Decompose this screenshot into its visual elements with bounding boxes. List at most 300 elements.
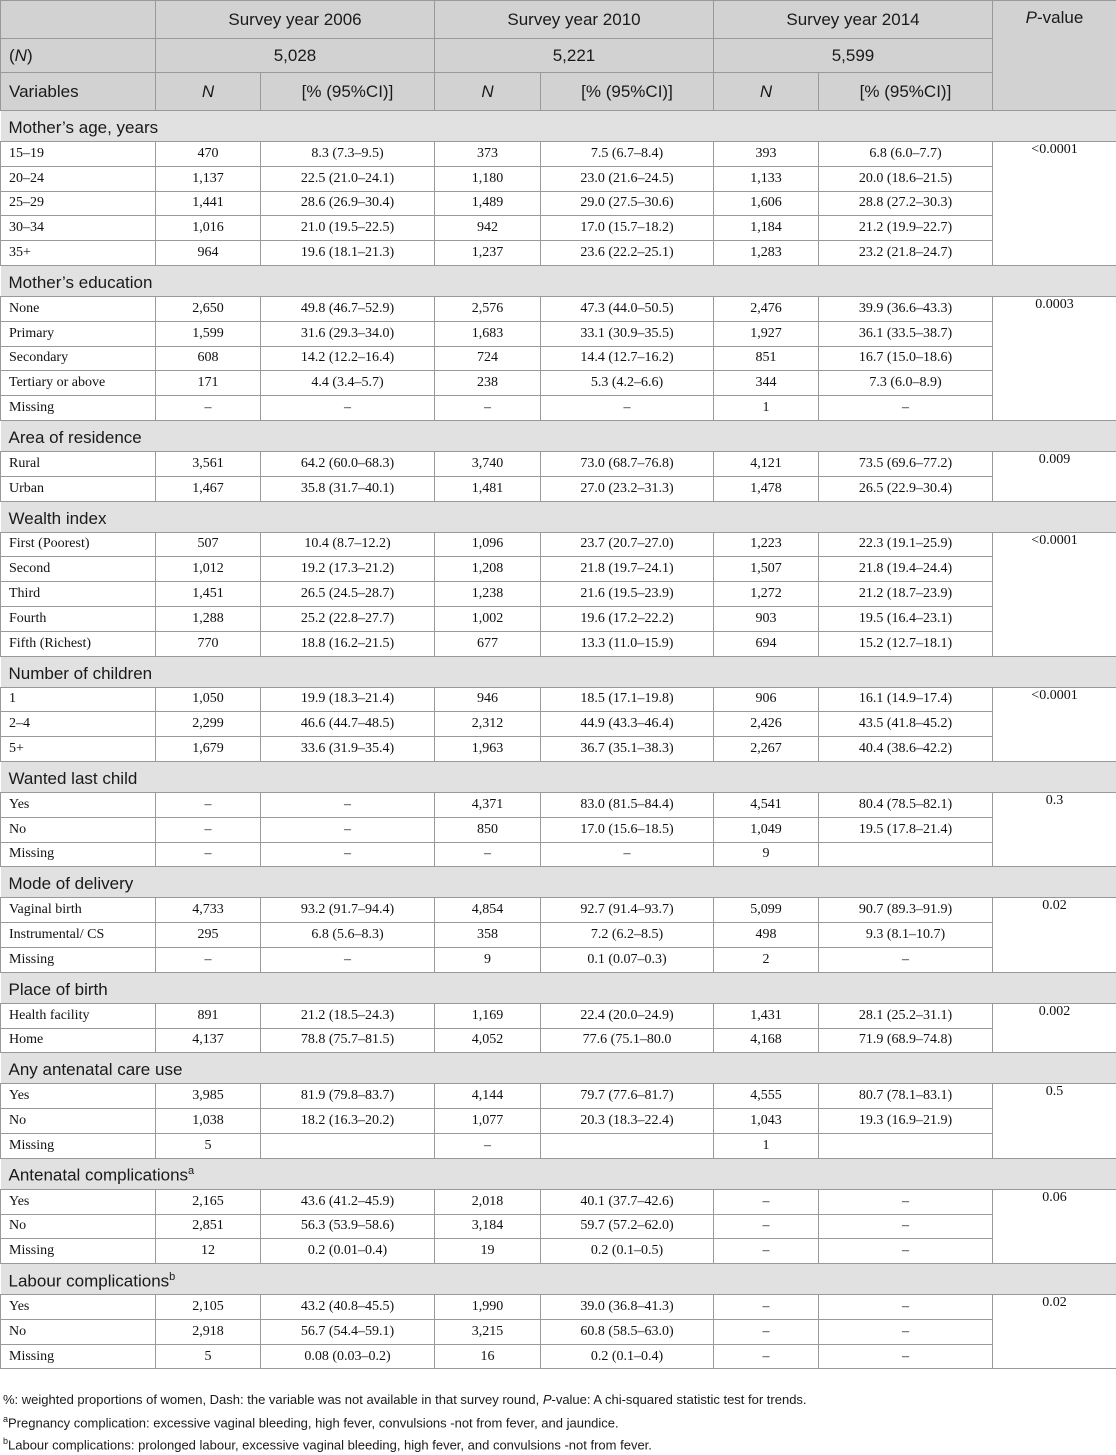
cell-count: 4,137	[156, 1028, 261, 1053]
cell-percent-ci: 17.0 (15.7–18.2)	[541, 216, 714, 241]
cell-percent-ci: 7.3 (6.0–8.9)	[819, 371, 993, 396]
table-row	[1, 737, 1116, 762]
cell-percent-ci: 92.7 (91.4–93.7)	[541, 898, 714, 923]
cell-count: 4,052	[435, 1028, 541, 1053]
header-pvalue: P-value	[993, 1, 1116, 111]
cell-percent-ci: 36.7 (35.1–38.3)	[541, 737, 714, 762]
row-label: 30–34	[1, 216, 156, 241]
cell-count: 1,043	[714, 1109, 819, 1134]
cell-percent-ci: 73.0 (68.7–76.8)	[541, 451, 714, 476]
header-total-2014: 5,599	[714, 39, 993, 73]
cell-percent-ci: 21.0 (19.5–22.5)	[261, 216, 435, 241]
section-title-number-of-children: Number of children	[1, 656, 1116, 687]
cell-count: 1,507	[714, 557, 819, 582]
table-row	[1, 631, 1116, 656]
row-label: Vaginal birth	[1, 898, 156, 923]
cell-count: 903	[714, 606, 819, 631]
header-col-n: N	[435, 73, 541, 111]
cell-count: –	[156, 792, 261, 817]
cell-percent-ci: 21.8 (19.7–24.1)	[541, 557, 714, 582]
section-row	[1, 867, 1116, 898]
cell-count: 393	[714, 142, 819, 167]
cell-count: 2,918	[156, 1319, 261, 1344]
cell-percent-ci: 83.0 (81.5–84.4)	[541, 792, 714, 817]
cell-count: 373	[435, 142, 541, 167]
table-row	[1, 476, 1116, 501]
row-label: Rural	[1, 451, 156, 476]
cell-count: –	[435, 396, 541, 421]
section-row	[1, 265, 1116, 296]
table-row	[1, 191, 1116, 216]
section-row	[1, 972, 1116, 1003]
pvalue-cell: 0.3	[993, 792, 1116, 866]
cell-percent-ci: 7.5 (6.7–8.4)	[541, 142, 714, 167]
cell-count: 238	[435, 371, 541, 396]
cell-percent-ci: 43.5 (41.8–45.2)	[819, 712, 993, 737]
row-label: 20–24	[1, 166, 156, 191]
cell-percent-ci: 0.2 (0.1–0.4)	[541, 1344, 714, 1369]
cell-percent-ci	[819, 842, 993, 867]
header-col-pct: [% (95%CI)]	[261, 73, 435, 111]
row-label: No	[1, 817, 156, 842]
header-corner	[1, 1, 156, 39]
table-row	[1, 1109, 1116, 1134]
row-label: Missing	[1, 1133, 156, 1158]
cell-count: –	[156, 947, 261, 972]
section-row	[1, 1264, 1116, 1295]
cell-percent-ci: 28.8 (27.2–30.3)	[819, 191, 993, 216]
cell-percent-ci: 39.0 (36.8–41.3)	[541, 1295, 714, 1320]
cell-count: –	[156, 396, 261, 421]
cell-percent-ci: 21.2 (18.5–24.3)	[261, 1003, 435, 1028]
header-total-2010: 5,221	[435, 39, 714, 73]
table-row	[1, 923, 1116, 948]
row-label: Missing	[1, 1344, 156, 1369]
header-col-pct: [% (95%CI)]	[819, 73, 993, 111]
pvalue-cell: 0.06	[993, 1189, 1116, 1263]
cell-count: 1,077	[435, 1109, 541, 1134]
cell-count: 4,555	[714, 1084, 819, 1109]
row-label: 25–29	[1, 191, 156, 216]
cell-percent-ci: –	[541, 396, 714, 421]
cell-percent-ci: 19.5 (17.8–21.4)	[819, 817, 993, 842]
table-row	[1, 947, 1116, 972]
cell-count: 770	[156, 631, 261, 656]
cell-percent-ci: 7.2 (6.2–8.5)	[541, 923, 714, 948]
cell-count: 1	[714, 396, 819, 421]
table-row	[1, 582, 1116, 607]
header-total-2006: 5,028	[156, 39, 435, 73]
cell-count: 1,927	[714, 321, 819, 346]
row-label: Tertiary or above	[1, 371, 156, 396]
table-body	[1, 111, 1116, 1369]
cell-count: –	[435, 1133, 541, 1158]
cell-percent-ci: 77.6 (75.1–80.0	[541, 1028, 714, 1053]
cell-count: –	[714, 1189, 819, 1214]
cell-percent-ci	[261, 1133, 435, 1158]
cell-count: 2,650	[156, 296, 261, 321]
cell-count: 1,283	[714, 241, 819, 266]
row-label: Yes	[1, 1189, 156, 1214]
table-row	[1, 451, 1116, 476]
cell-percent-ci: 90.7 (89.3–91.9)	[819, 898, 993, 923]
cell-count: 16	[435, 1344, 541, 1369]
row-label: 5+	[1, 737, 156, 762]
cell-percent-ci: 14.2 (12.2–16.4)	[261, 346, 435, 371]
cell-count: 1,963	[435, 737, 541, 762]
cell-percent-ci: 23.7 (20.7–27.0)	[541, 532, 714, 557]
header-col-n: N	[714, 73, 819, 111]
table-row	[1, 1028, 1116, 1053]
section-title-mode-of-delivery: Mode of delivery	[1, 867, 1116, 898]
cell-percent-ci: 56.3 (53.9–58.6)	[261, 1214, 435, 1239]
pvalue-cell: 0.002	[993, 1003, 1116, 1053]
cell-percent-ci: 0.2 (0.1–0.5)	[541, 1239, 714, 1264]
cell-percent-ci: 19.2 (17.3–21.2)	[261, 557, 435, 582]
table-row	[1, 1189, 1116, 1214]
cell-percent-ci: 80.7 (78.1–83.1)	[819, 1084, 993, 1109]
cell-count: –	[714, 1214, 819, 1239]
table-row	[1, 1239, 1116, 1264]
cell-percent-ci: 19.3 (16.9–21.9)	[819, 1109, 993, 1134]
section-row	[1, 501, 1116, 532]
cell-percent-ci: 19.9 (18.3–21.4)	[261, 687, 435, 712]
cell-percent-ci: 46.6 (44.7–48.5)	[261, 712, 435, 737]
cell-count: 1,489	[435, 191, 541, 216]
pvalue-cell: <0.0001	[993, 687, 1116, 761]
cell-count: 1,679	[156, 737, 261, 762]
row-label: Missing	[1, 842, 156, 867]
table-row	[1, 142, 1116, 167]
row-label: Fifth (Richest)	[1, 631, 156, 656]
table-row	[1, 606, 1116, 631]
cell-percent-ci: 18.5 (17.1–19.8)	[541, 687, 714, 712]
table-row	[1, 396, 1116, 421]
cell-count: 470	[156, 142, 261, 167]
cell-count: 1,272	[714, 582, 819, 607]
table-row	[1, 898, 1116, 923]
row-label: Missing	[1, 947, 156, 972]
cell-percent-ci: –	[819, 1214, 993, 1239]
row-label: None	[1, 296, 156, 321]
cell-count: 344	[714, 371, 819, 396]
cell-percent-ci: 43.2 (40.8–45.5)	[261, 1295, 435, 1320]
cell-percent-ci: 56.7 (54.4–59.1)	[261, 1319, 435, 1344]
cell-percent-ci: 13.3 (11.0–15.9)	[541, 631, 714, 656]
row-label: 35+	[1, 241, 156, 266]
cell-percent-ci: 21.2 (18.7–23.9)	[819, 582, 993, 607]
cell-percent-ci: 8.3 (7.3–9.5)	[261, 142, 435, 167]
cell-percent-ci: 23.0 (21.6–24.5)	[541, 166, 714, 191]
cell-count: 2,312	[435, 712, 541, 737]
cell-percent-ci: 22.3 (19.1–25.9)	[819, 532, 993, 557]
cell-count: 9	[435, 947, 541, 972]
table-row	[1, 216, 1116, 241]
cell-count: 608	[156, 346, 261, 371]
cell-percent-ci: 40.1 (37.7–42.6)	[541, 1189, 714, 1214]
cell-count: 2,267	[714, 737, 819, 762]
header-row-columns	[1, 73, 1116, 111]
cell-percent-ci: 9.3 (8.1–10.7)	[819, 923, 993, 948]
cell-count: 3,740	[435, 451, 541, 476]
header-survey-2014: Survey year 2014	[714, 1, 993, 39]
cell-count: 3,215	[435, 1319, 541, 1344]
cell-percent-ci: –	[819, 1295, 993, 1320]
cell-percent-ci: 26.5 (22.9–30.4)	[819, 476, 993, 501]
cell-count: 1,096	[435, 532, 541, 557]
cell-percent-ci: 6.8 (5.6–8.3)	[261, 923, 435, 948]
cell-count: –	[714, 1319, 819, 1344]
cell-count: 5	[156, 1133, 261, 1158]
cell-count: 1,049	[714, 817, 819, 842]
cell-count: 2,165	[156, 1189, 261, 1214]
row-label: No	[1, 1214, 156, 1239]
row-label: First (Poorest)	[1, 532, 156, 557]
row-label: Home	[1, 1028, 156, 1053]
table-row	[1, 1214, 1116, 1239]
row-label: No	[1, 1109, 156, 1134]
cell-count: 4,121	[714, 451, 819, 476]
cell-count: 1,184	[714, 216, 819, 241]
table-row	[1, 1133, 1116, 1158]
row-label: Third	[1, 582, 156, 607]
cell-percent-ci: –	[819, 1344, 993, 1369]
cell-count: 4,168	[714, 1028, 819, 1053]
section-title-mother-s-age-years: Mother’s age, years	[1, 111, 1116, 142]
cell-count: 4,371	[435, 792, 541, 817]
cell-percent-ci: 64.2 (60.0–68.3)	[261, 451, 435, 476]
cell-count: 942	[435, 216, 541, 241]
row-label: Missing	[1, 1239, 156, 1264]
cell-percent-ci: 18.8 (16.2–21.5)	[261, 631, 435, 656]
cell-percent-ci	[819, 1133, 993, 1158]
section-title-place-of-birth: Place of birth	[1, 972, 1116, 1003]
cell-count: 4,541	[714, 792, 819, 817]
section-title-wealth-index: Wealth index	[1, 501, 1116, 532]
row-label: No	[1, 1319, 156, 1344]
header-col-n: N	[156, 73, 261, 111]
cell-percent-ci: 43.6 (41.2–45.9)	[261, 1189, 435, 1214]
table-row	[1, 321, 1116, 346]
cell-count: 1,683	[435, 321, 541, 346]
cell-percent-ci: 33.1 (30.9–35.5)	[541, 321, 714, 346]
cell-percent-ci: 6.8 (6.0–7.7)	[819, 142, 993, 167]
cell-count: 2,426	[714, 712, 819, 737]
table-row	[1, 817, 1116, 842]
cell-percent-ci: 20.0 (18.6–21.5)	[819, 166, 993, 191]
cell-percent-ci: 23.6 (22.2–25.1)	[541, 241, 714, 266]
table-row	[1, 1295, 1116, 1320]
cell-percent-ci: 81.9 (79.8–83.7)	[261, 1084, 435, 1109]
cell-percent-ci: 22.4 (20.0–24.9)	[541, 1003, 714, 1028]
cell-count: 1,016	[156, 216, 261, 241]
cell-count: –	[156, 817, 261, 842]
table-row	[1, 1084, 1116, 1109]
cell-percent-ci: 23.2 (21.8–24.7)	[819, 241, 993, 266]
section-title-mother-s-education: Mother’s education	[1, 265, 1116, 296]
cell-count: 2,476	[714, 296, 819, 321]
cell-count: 4,854	[435, 898, 541, 923]
footnote-legend: %: weighted proportions of women, Dash: the variable was not available in that survey round, P-value: A chi-squared statistic test for trends.	[3, 1390, 1113, 1410]
cell-count: –	[156, 842, 261, 867]
cell-count: 1,180	[435, 166, 541, 191]
cell-count: –	[714, 1295, 819, 1320]
cell-count: 1,038	[156, 1109, 261, 1134]
row-label: Second	[1, 557, 156, 582]
row-label: 2–4	[1, 712, 156, 737]
cell-percent-ci	[541, 1133, 714, 1158]
cell-percent-ci: 18.2 (16.3–20.2)	[261, 1109, 435, 1134]
cell-percent-ci: 44.9 (43.3–46.4)	[541, 712, 714, 737]
cell-count: 1,133	[714, 166, 819, 191]
pvalue-cell: <0.0001	[993, 142, 1116, 266]
cell-percent-ci: 60.8 (58.5–63.0)	[541, 1319, 714, 1344]
cell-count: 1,208	[435, 557, 541, 582]
cell-percent-ci: 71.9 (68.9–74.8)	[819, 1028, 993, 1053]
table-row	[1, 371, 1116, 396]
cell-percent-ci: 47.3 (44.0–50.5)	[541, 296, 714, 321]
footnotes	[3, 1390, 1113, 1455]
cell-percent-ci: –	[819, 947, 993, 972]
table-row	[1, 842, 1116, 867]
cell-percent-ci: 22.5 (21.0–24.1)	[261, 166, 435, 191]
section-title-labour-complications: Labour complications$^b$	[1, 1264, 1116, 1295]
pvalue-cell: 0.5	[993, 1084, 1116, 1158]
pvalue-cell: 0.0003	[993, 296, 1116, 420]
cell-count: 1,478	[714, 476, 819, 501]
cell-percent-ci: –	[819, 1319, 993, 1344]
cell-count: 1,441	[156, 191, 261, 216]
cell-count: 724	[435, 346, 541, 371]
table-row	[1, 687, 1116, 712]
cell-count: 2,851	[156, 1214, 261, 1239]
cell-count: 1,467	[156, 476, 261, 501]
header-col-pct: [% (95%CI)]	[541, 73, 714, 111]
cell-count: 1,481	[435, 476, 541, 501]
section-row	[1, 1158, 1116, 1189]
row-label: Instrumental/ CS	[1, 923, 156, 948]
row-label: Missing	[1, 396, 156, 421]
table-row	[1, 1003, 1116, 1028]
header-survey-2010: Survey year 2010	[435, 1, 714, 39]
table-row	[1, 241, 1116, 266]
table-row	[1, 1344, 1116, 1369]
cell-count: 3,985	[156, 1084, 261, 1109]
cell-percent-ci: 28.1 (25.2–31.1)	[819, 1003, 993, 1028]
cell-count: 2,018	[435, 1189, 541, 1214]
cell-count: 1,288	[156, 606, 261, 631]
cell-count: 3,184	[435, 1214, 541, 1239]
cell-count: 1,606	[714, 191, 819, 216]
table-row	[1, 346, 1116, 371]
cell-count: 1,599	[156, 321, 261, 346]
cell-percent-ci: 36.1 (33.5–38.7)	[819, 321, 993, 346]
cell-percent-ci: 59.7 (57.2–62.0)	[541, 1214, 714, 1239]
cell-percent-ci: 10.4 (8.7–12.2)	[261, 532, 435, 557]
pvalue-cell: 0.02	[993, 898, 1116, 972]
cell-percent-ci: 21.6 (19.5–23.9)	[541, 582, 714, 607]
section-row	[1, 1053, 1116, 1084]
cell-percent-ci: 21.8 (19.4–24.4)	[819, 557, 993, 582]
cell-percent-ci: –	[261, 817, 435, 842]
cell-percent-ci: 0.08 (0.03–0.2)	[261, 1344, 435, 1369]
cell-percent-ci: –	[261, 396, 435, 421]
cell-percent-ci: –	[819, 396, 993, 421]
cell-percent-ci: 15.2 (12.7–18.1)	[819, 631, 993, 656]
cell-count: 1,050	[156, 687, 261, 712]
cell-percent-ci: 16.1 (14.9–17.4)	[819, 687, 993, 712]
cell-percent-ci: 35.8 (31.7–40.1)	[261, 476, 435, 501]
cell-count: 1,238	[435, 582, 541, 607]
table-row	[1, 712, 1116, 737]
cell-percent-ci: 78.8 (75.7–81.5)	[261, 1028, 435, 1053]
cell-percent-ci: 27.0 (23.2–31.3)	[541, 476, 714, 501]
section-row	[1, 761, 1116, 792]
table-row	[1, 1319, 1116, 1344]
cell-count: 850	[435, 817, 541, 842]
cell-percent-ci: –	[819, 1239, 993, 1264]
cell-count: 891	[156, 1003, 261, 1028]
cell-count: 507	[156, 532, 261, 557]
header-row-surveys	[1, 1, 1116, 39]
cell-count: 19	[435, 1239, 541, 1264]
cell-count: 964	[156, 241, 261, 266]
table-row	[1, 557, 1116, 582]
cell-percent-ci: 16.7 (15.0–18.6)	[819, 346, 993, 371]
cell-percent-ci: 20.3 (18.3–22.4)	[541, 1109, 714, 1134]
cell-count: 358	[435, 923, 541, 948]
cell-percent-ci: 19.5 (16.4–23.1)	[819, 606, 993, 631]
cell-count: 1,223	[714, 532, 819, 557]
cell-count: 4,144	[435, 1084, 541, 1109]
row-label: Fourth	[1, 606, 156, 631]
row-label: Yes	[1, 792, 156, 817]
cell-percent-ci: 39.9 (36.6–43.3)	[819, 296, 993, 321]
cell-count: 694	[714, 631, 819, 656]
cell-percent-ci: 21.2 (19.9–22.7)	[819, 216, 993, 241]
cell-count: 5	[156, 1344, 261, 1369]
cell-count: 4,733	[156, 898, 261, 923]
cell-count: 851	[714, 346, 819, 371]
cell-count: 1,451	[156, 582, 261, 607]
row-label: 15–19	[1, 142, 156, 167]
cell-count: 1,137	[156, 166, 261, 191]
row-label: Health facility	[1, 1003, 156, 1028]
table-row	[1, 296, 1116, 321]
header-row-totals	[1, 39, 1116, 73]
section-title-any-antenatal-care-use: Any antenatal care use	[1, 1053, 1116, 1084]
cell-percent-ci: 19.6 (18.1–21.3)	[261, 241, 435, 266]
cell-count: 2,576	[435, 296, 541, 321]
cell-percent-ci: –	[261, 842, 435, 867]
cell-percent-ci: 19.6 (17.2–22.2)	[541, 606, 714, 631]
table-row	[1, 166, 1116, 191]
cell-count: 1,237	[435, 241, 541, 266]
section-row	[1, 656, 1116, 687]
header-survey-2006: Survey year 2006	[156, 1, 435, 39]
cell-percent-ci: 5.3 (4.2–6.6)	[541, 371, 714, 396]
cell-count: 171	[156, 371, 261, 396]
cell-percent-ci: 0.1 (0.07–0.3)	[541, 947, 714, 972]
section-row	[1, 420, 1116, 451]
cell-count: 2,105	[156, 1295, 261, 1320]
cell-percent-ci: –	[261, 792, 435, 817]
cell-percent-ci: 80.4 (78.5–82.1)	[819, 792, 993, 817]
cell-count: 3,561	[156, 451, 261, 476]
cell-count: 946	[435, 687, 541, 712]
cell-percent-ci: –	[261, 947, 435, 972]
cell-count: 2,299	[156, 712, 261, 737]
